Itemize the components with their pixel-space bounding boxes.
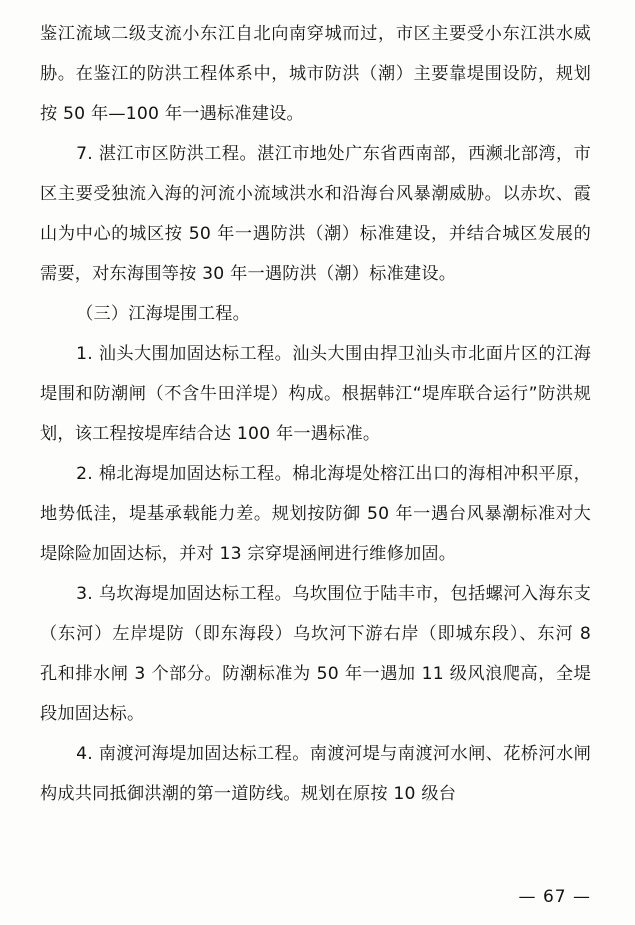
paragraph: 1. 汕头大围加固达标工程。汕头大围由捍卫汕头市北面片区的江海堤围和防潮闸（不含牛田洋堤）构成。根据韩江“堤库联合运行”防洪规划，该工程按堤库结合达 100 年一遇标准。 <box>40 344 591 444</box>
paragraph: 4. 南渡河海堤加固达标工程。南渡河堤与南渡河水闸、花桥河水闸构成共同抵御洪潮的第一道防线。规划在原按 10 级台 <box>40 744 591 804</box>
page-body <box>40 14 591 814</box>
section-heading: （三）江海堤围工程。 <box>76 304 250 324</box>
paragraph: 3. 乌坎海堤加固达标工程。乌坎围位于陆丰市，包括螺河入海东支（东河）左岸堤防（即东海段）乌坎河下游右岸（即城东段）、东河 8 孔和排水闸 3 个部分。防潮标准为 50 年一遇加 11 级风浪爬高，全堤段加固达标。 <box>40 584 591 724</box>
paragraph: 鉴江流域二级支流小东江自北向南穿城而过，市区主要受小东江洪水威胁。在鉴江的防洪工程体系中，城市防洪（潮）主要靠堤围设防，规划按 50 年—100 年一遇标准建设。 <box>40 24 591 124</box>
paragraph: 2. 棉北海堤加固达标工程。棉北海堤处榕江出口的海相冲积平原，地势低洼，堤基承载能力差。规划按防御 50 年一遇台风暴潮标准对大堤除险加固达标，并对 13 宗穿堤涵闸进行维修加固。 <box>40 464 591 564</box>
paragraph: 7. 湛江市区防洪工程。湛江市地处广东省西南部，西濒北部湾，市区主要受独流入海的河流小流域洪水和沿海台风暴潮威胁。以赤坎、霞山为中心的城区按 50 年一遇防洪（潮）标准建设，并结合城区发展的需要，对东海围等按 30 年一遇防洪（潮）标准建设。 <box>40 144 591 284</box>
page-number: — 67 — <box>518 887 591 907</box>
